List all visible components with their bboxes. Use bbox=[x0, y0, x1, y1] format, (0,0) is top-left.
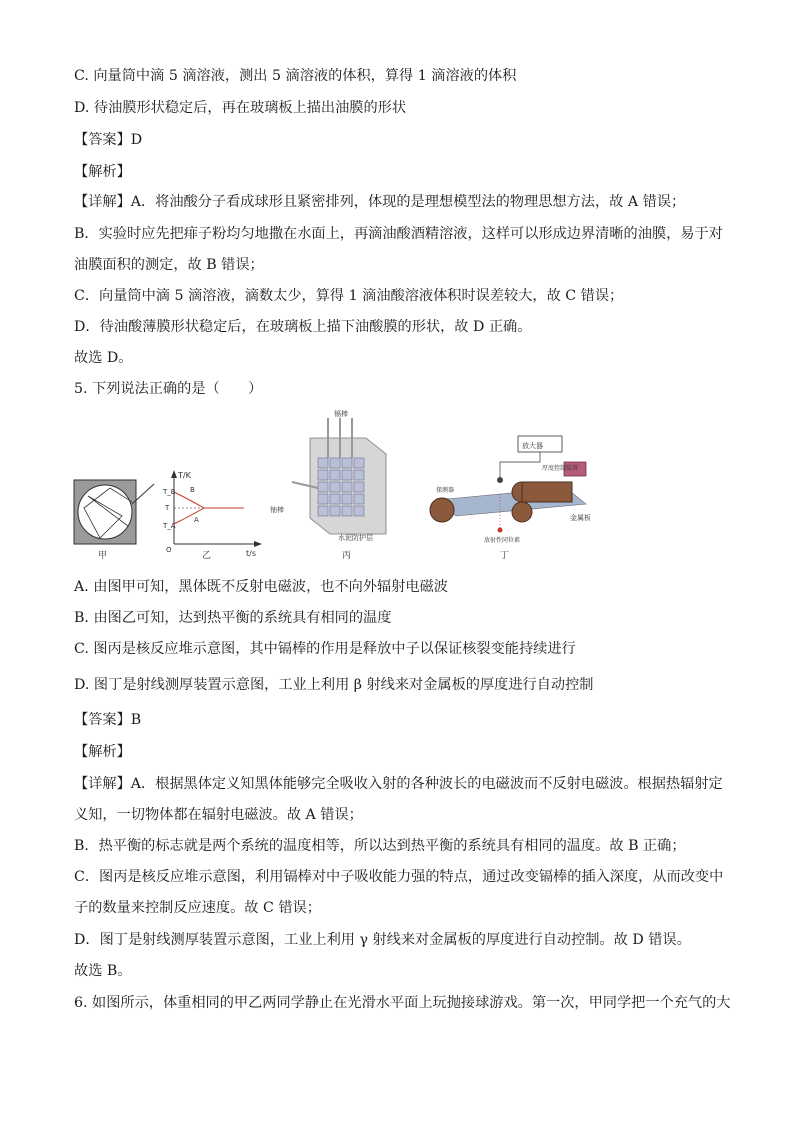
question-6: 6. 如图所示，体重相同的甲乙两同学静止在光滑水平面上玩抛接球游戏。第一次，甲同学把一个充气的大 bbox=[74, 995, 731, 1011]
y-unit-label: T/K bbox=[178, 471, 191, 480]
detail2-a: 【详解】A．根据黑体定义知黑体能够完全吸收入射的各种波长的电磁波而不反射电磁波。根据热辐射定 bbox=[74, 776, 723, 792]
analysis-label: 【解析】 bbox=[74, 164, 131, 180]
curve-b bbox=[174, 492, 244, 508]
caption-ding: 丁 bbox=[500, 551, 510, 561]
cadmium-label: 镉棒 bbox=[334, 410, 348, 418]
detail2-b: B．热平衡的标志就是两个系统的温度相等，所以达到热平衡的系统具有相同的温度。故 B 正确； bbox=[74, 838, 686, 854]
caption-bing: 丙 bbox=[342, 551, 352, 561]
control-label: 厚度控制装置 bbox=[542, 465, 579, 472]
detail-a: 【详解】A．将油酸分子看成球形且紧密排列，体现的是理想模型法的物理思想方法，故 A 错误； bbox=[74, 194, 686, 210]
analysis-label-2: 【解析】 bbox=[74, 744, 131, 760]
label-a: A bbox=[194, 516, 199, 524]
radioactive-source bbox=[498, 528, 503, 533]
plate-label: 金属板 bbox=[570, 514, 590, 522]
figure-svg bbox=[70, 408, 590, 564]
option-c: C. 向量筒中滴 5 滴溶液，测出 5 滴溶液的体积，算得 1 滴溶液的体积 bbox=[74, 68, 517, 84]
answer-label-2: 【答案】B bbox=[74, 712, 142, 728]
conclusion-2: 故选 B。 bbox=[74, 963, 132, 979]
label-ta: T_A bbox=[163, 522, 176, 530]
detail2-c-cont: 子的数量来控制反应速度。故 C 错误； bbox=[74, 900, 321, 916]
detail-c: C．向量筒中滴 5 滴溶液，滴数太少，算得 1 滴油酸溶液体积时误差较大，故 C 错误； bbox=[74, 288, 624, 304]
signal-wire bbox=[500, 452, 540, 478]
option-c2: C. 图丙是核反应堆示意图，其中镉棒的作用是释放中子以保证核裂变能持续进行 bbox=[74, 641, 576, 657]
uranium-label: 铀棒 bbox=[270, 506, 284, 514]
caption-yi: 乙 bbox=[202, 551, 212, 561]
amplifier-label: 放大器 bbox=[522, 442, 543, 450]
roller-top-body bbox=[522, 482, 572, 502]
y-arrow bbox=[171, 470, 177, 478]
curve-a bbox=[174, 508, 204, 524]
detail2-d: D．图丁是射线测厚装置示意图，工业上利用 γ 射线来对金属板的厚度进行自动控制。故 D 错误。 bbox=[74, 932, 691, 948]
question-figure bbox=[70, 408, 590, 564]
label-tb: T_B bbox=[163, 488, 176, 496]
option-b: B. 由图乙可知，达到热平衡的系统具有相同的温度 bbox=[74, 610, 392, 626]
detail2-a-cont: 义知，一切物体都在辐射电磁波。故 A 错误； bbox=[74, 807, 363, 823]
detail-d: D．待油酸薄膜形状稳定后，在玻璃板上描下油酸膜的形状，故 D 正确。 bbox=[74, 319, 532, 335]
detector-label: 探测器 bbox=[436, 487, 455, 494]
label-t: T bbox=[165, 504, 170, 512]
label-origin: O bbox=[166, 546, 172, 554]
label-b: B bbox=[190, 486, 195, 494]
source-label: 放射性同位素 bbox=[484, 537, 521, 544]
reactor-diagram bbox=[270, 409, 386, 542]
shield-label: 水泥防护层 bbox=[338, 534, 373, 542]
option-d: D. 待油膜形状稳定后，再在玻璃板上描出油膜的形状 bbox=[74, 100, 407, 116]
question-5: 5. 下列说法正确的是（ ） bbox=[74, 381, 263, 397]
option-a: A. 由图甲可知，黑体既不反射电磁波，也不向外辐射电磁波 bbox=[74, 579, 448, 595]
answer-label: 【答案】D bbox=[74, 132, 143, 148]
option-d2: D. 图丁是射线测厚装置示意图，工业上利用 β 射线来对金属板的厚度进行自动控制 bbox=[74, 677, 594, 693]
detail-b: B．实验时应先把痱子粉均匀地撒在水面上，再滴油酸酒精溶液，这样可以形成边界清晰的油膜，易于对 bbox=[74, 226, 723, 242]
detail2-c: C．图丙是核反应堆示意图，利用镉棒对中子吸收能力强的特点，通过改变镉棒的插入深度，从而改变中 bbox=[74, 869, 724, 885]
blackbody-diagram bbox=[74, 480, 154, 544]
temperature-graph bbox=[162, 470, 262, 558]
detail-b-cont: 油膜面积的测定，故 B 错误； bbox=[74, 257, 264, 273]
x-unit-label: t/s bbox=[246, 549, 256, 558]
roller-bottom bbox=[512, 502, 532, 522]
detector bbox=[497, 477, 503, 483]
conclusion: 故选 D。 bbox=[74, 350, 133, 366]
x-arrow bbox=[254, 541, 262, 547]
thickness-gauge-diagram bbox=[430, 436, 590, 544]
roller-left bbox=[430, 498, 454, 522]
caption-jia: 甲 bbox=[98, 551, 108, 561]
